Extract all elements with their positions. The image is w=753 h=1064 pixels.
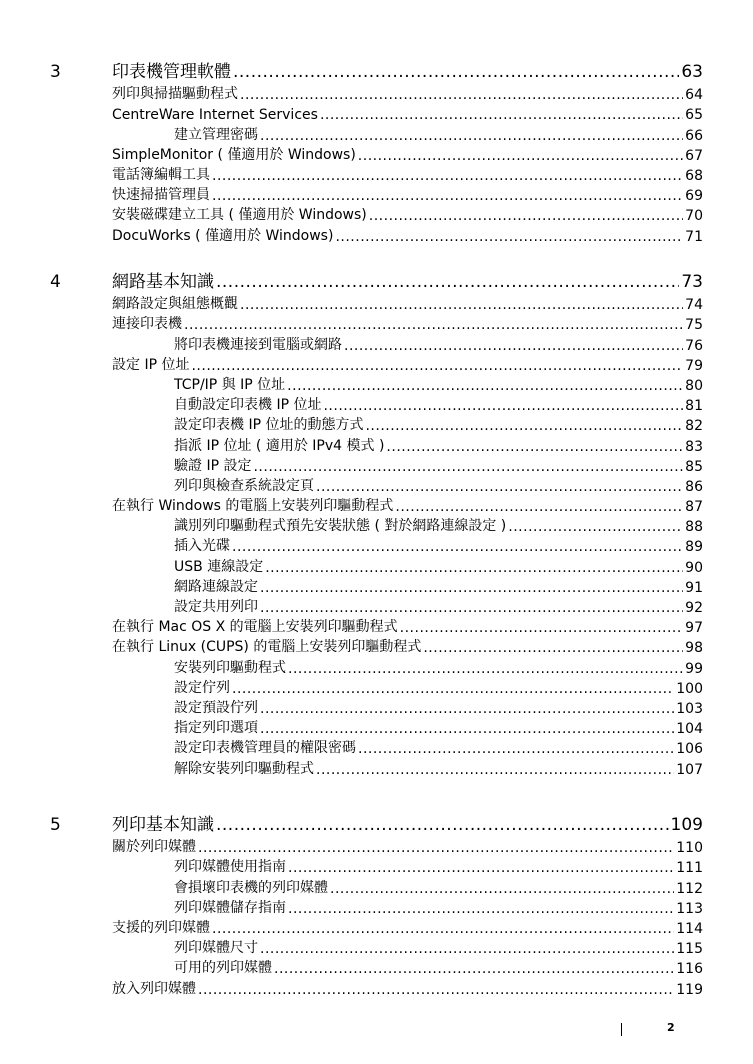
entry-page: 69 bbox=[685, 188, 703, 205]
leader-dots bbox=[260, 721, 674, 737]
leader-dots bbox=[260, 128, 683, 144]
entry-page: 66 bbox=[685, 127, 703, 144]
leader-dots bbox=[253, 459, 683, 475]
entry-page: 64 bbox=[685, 87, 703, 104]
toc-entry[interactable] bbox=[0, 738, 753, 758]
chapter-heading[interactable] bbox=[0, 60, 753, 84]
leader-dots bbox=[274, 961, 674, 977]
entry-title: 快速掃描管理員 bbox=[112, 187, 210, 204]
leader-dots bbox=[240, 87, 683, 103]
leader-dots bbox=[400, 620, 684, 636]
entry-title: 列印與檢查系統設定頁 bbox=[174, 477, 314, 494]
leader-dots bbox=[316, 762, 674, 778]
entry-title: SimpleMonitor ( 僅適用於 Windows) bbox=[112, 146, 356, 163]
entry-page: 106 bbox=[676, 741, 703, 758]
leader-dots bbox=[240, 297, 683, 313]
entry-page: 80 bbox=[685, 377, 703, 394]
leader-dots bbox=[265, 560, 683, 576]
entry-title: 插入光碟 bbox=[174, 538, 230, 555]
entry-title: 在執行 Linux (CUPS) 的電腦上安裝列印驅動程式 bbox=[112, 639, 422, 656]
chapter-title: 印表機管理軟體 bbox=[112, 62, 231, 82]
toc-entry[interactable] bbox=[0, 476, 753, 496]
entry-page: 65 bbox=[685, 107, 703, 124]
chapter-number: 3 bbox=[50, 62, 61, 82]
entry-title: 電話簿編輯工具 bbox=[112, 166, 210, 183]
entry-page: 70 bbox=[685, 208, 703, 225]
footer-page-number: 2 bbox=[667, 1021, 675, 1034]
toc-entry[interactable] bbox=[0, 678, 753, 698]
entry-page: 86 bbox=[685, 478, 703, 495]
entry-page: 85 bbox=[685, 458, 703, 475]
toc-entry[interactable] bbox=[0, 898, 753, 918]
leader-dots bbox=[344, 338, 683, 354]
toc-entry[interactable] bbox=[0, 104, 753, 124]
entry-page: 71 bbox=[685, 228, 703, 245]
entry-page: 68 bbox=[685, 167, 703, 184]
entry-title: 設定 IP 位址 bbox=[112, 356, 190, 373]
toc-entry[interactable] bbox=[0, 395, 753, 415]
entry-page: 119 bbox=[676, 981, 703, 998]
toc-entry[interactable] bbox=[0, 84, 753, 104]
entry-page: 87 bbox=[685, 499, 703, 516]
toc-entry[interactable] bbox=[0, 617, 753, 637]
entry-page: 83 bbox=[685, 438, 703, 455]
entry-title: 設定印表機 IP 位址的動態方式 bbox=[174, 417, 364, 434]
leader-dots bbox=[233, 62, 679, 82]
entry-page: 99 bbox=[685, 660, 703, 677]
toc-entry[interactable] bbox=[0, 225, 753, 245]
chapter-5 bbox=[0, 813, 753, 999]
toc-entry[interactable] bbox=[0, 145, 753, 165]
entry-page: 67 bbox=[685, 147, 703, 164]
toc-entry[interactable] bbox=[0, 857, 753, 877]
entry-page: 114 bbox=[676, 920, 703, 937]
toc-entry[interactable] bbox=[0, 496, 753, 516]
leader-dots bbox=[232, 539, 683, 555]
entry-title: 可用的列印媒體 bbox=[174, 960, 272, 977]
leader-dots bbox=[358, 148, 683, 164]
leader-dots bbox=[330, 881, 674, 897]
chapter-page: 109 bbox=[670, 815, 703, 835]
footer-divider bbox=[621, 1023, 622, 1036]
leader-dots bbox=[212, 168, 683, 184]
toc-entry[interactable] bbox=[0, 205, 753, 225]
leader-dots bbox=[198, 840, 674, 856]
leader-dots bbox=[287, 378, 683, 394]
entry-page: 92 bbox=[685, 600, 703, 616]
entry-title: USB 連線設定 bbox=[174, 558, 264, 575]
leader-dots bbox=[386, 439, 683, 455]
toc-entry[interactable] bbox=[0, 698, 753, 718]
toc-entry[interactable] bbox=[0, 938, 753, 958]
leader-dots bbox=[191, 358, 683, 374]
toc-entry[interactable] bbox=[0, 435, 753, 455]
chapter-number: 5 bbox=[50, 815, 61, 835]
entry-title: 指派 IP 位址 ( 適用於 IPv4 模式 ) bbox=[174, 437, 385, 454]
leader-dots bbox=[369, 208, 683, 224]
toc-entry[interactable] bbox=[0, 165, 753, 185]
leader-dots bbox=[216, 272, 679, 292]
toc-entry[interactable] bbox=[0, 758, 753, 778]
entry-title: 網路設定與組態概觀 bbox=[112, 296, 238, 313]
leader-dots bbox=[288, 860, 674, 876]
toc-entry[interactable] bbox=[0, 637, 753, 657]
entry-page: 113 bbox=[676, 900, 703, 917]
leader-dots bbox=[260, 600, 683, 616]
leader-dots bbox=[212, 188, 683, 204]
toc-entry[interactable] bbox=[0, 124, 753, 144]
toc-entry[interactable] bbox=[0, 314, 753, 334]
entry-title: 安裝列印驅動程式 bbox=[174, 659, 286, 676]
leader-dots bbox=[198, 982, 674, 998]
toc-entry[interactable] bbox=[0, 355, 753, 375]
toc-entry[interactable] bbox=[0, 556, 753, 576]
entry-title: 支援的列印媒體 bbox=[112, 919, 210, 936]
chapter-heading[interactable] bbox=[0, 270, 753, 294]
toc-entry[interactable] bbox=[0, 877, 753, 897]
toc-entry[interactable] bbox=[0, 918, 753, 938]
chapter-title: 列印基本知識 bbox=[112, 815, 214, 835]
entry-page: 97 bbox=[685, 620, 703, 637]
entry-title: CentreWare Internet Services bbox=[112, 107, 318, 124]
entry-title: 列印媒體尺寸 bbox=[174, 940, 258, 957]
entry-title: 設定共用列印 bbox=[174, 599, 258, 615]
leader-dots bbox=[260, 941, 674, 957]
entry-page: 110 bbox=[676, 840, 703, 857]
entry-page: 103 bbox=[676, 700, 703, 717]
leader-dots bbox=[288, 661, 683, 677]
entry-page: 81 bbox=[685, 398, 703, 415]
leader-dots bbox=[260, 580, 683, 596]
leader-dots bbox=[365, 418, 683, 434]
entry-title: 設定佇列 bbox=[174, 679, 230, 696]
entry-page: 76 bbox=[685, 337, 703, 354]
entry-title: 列印媒體儲存指南 bbox=[174, 899, 286, 916]
entry-page: 74 bbox=[685, 297, 703, 314]
entry-title: 會損壞印表機的列印媒體 bbox=[174, 879, 328, 896]
entry-title: 設定印表機管理員的權限密碼 bbox=[174, 740, 356, 757]
entry-title: 自動設定印表機 IP 位址 bbox=[174, 397, 322, 414]
toc-entry[interactable] bbox=[0, 516, 753, 536]
leader-dots bbox=[316, 479, 683, 495]
entry-page: 88 bbox=[685, 519, 703, 536]
entry-title: 設定預設佇列 bbox=[174, 699, 258, 716]
entry-title: 解除安裝列印驅動程式 bbox=[174, 760, 314, 777]
chapter-3 bbox=[0, 60, 753, 246]
toc-entry[interactable] bbox=[0, 657, 753, 677]
leader-dots bbox=[395, 499, 683, 515]
entry-title: 驗證 IP 設定 bbox=[174, 457, 252, 474]
chapter-heading[interactable] bbox=[0, 813, 753, 837]
entry-page: 104 bbox=[676, 721, 703, 738]
entry-title: 安裝磁碟建立工具 ( 僅適用於 Windows) bbox=[112, 207, 367, 224]
chapter-title: 網路基本知識 bbox=[112, 272, 214, 292]
entry-title: TCP/IP 與 IP 位址 bbox=[174, 376, 286, 393]
toc-entry[interactable] bbox=[0, 334, 753, 354]
toc-entry[interactable] bbox=[0, 185, 753, 205]
entry-page: 107 bbox=[676, 761, 703, 778]
chapter-page: 73 bbox=[681, 272, 703, 292]
entry-title: DocuWorks ( 僅適用於 Windows) bbox=[112, 227, 334, 244]
entry-page: 82 bbox=[685, 418, 703, 435]
entry-page: 89 bbox=[685, 539, 703, 556]
entry-title: 網路連線設定 bbox=[174, 578, 258, 595]
entry-title: 將印表機連接到電腦或網路 bbox=[174, 336, 342, 353]
leader-dots bbox=[232, 681, 674, 697]
entry-title: 關於列印媒體 bbox=[112, 839, 196, 856]
chapter-4 bbox=[0, 270, 753, 779]
leader-dots bbox=[508, 519, 683, 535]
entry-title: 連接印表機 bbox=[112, 316, 182, 333]
entry-page: 98 bbox=[685, 640, 703, 657]
toc-entry[interactable] bbox=[0, 597, 753, 617]
entry-page: 112 bbox=[676, 880, 703, 897]
entry-title: 識別列印驅動程式預先安裝狀態 ( 對於網路連線設定 ) bbox=[174, 518, 507, 535]
leader-dots bbox=[216, 815, 669, 835]
entry-title: 在執行 Windows 的電腦上安裝列印驅動程式 bbox=[112, 498, 394, 515]
entry-title: 在執行 Mac OS X 的電腦上安裝列印驅動程式 bbox=[112, 619, 398, 636]
leader-dots bbox=[320, 107, 683, 123]
entry-title: 放入列印媒體 bbox=[112, 980, 196, 997]
toc-entry[interactable] bbox=[0, 294, 753, 314]
toc-entry[interactable] bbox=[0, 536, 753, 556]
chapter-number: 4 bbox=[50, 272, 61, 292]
leader-dots bbox=[323, 398, 683, 414]
entry-page: 90 bbox=[685, 559, 703, 576]
entry-page: 116 bbox=[676, 961, 703, 978]
toc-entry[interactable] bbox=[0, 375, 753, 395]
chapter-page: 63 bbox=[681, 62, 703, 82]
toc-entry[interactable] bbox=[0, 837, 753, 857]
entry-title: 建立管理密碼 bbox=[174, 126, 258, 143]
entry-page: 75 bbox=[685, 317, 703, 334]
entry-title: 指定列印選項 bbox=[174, 720, 258, 737]
toc-entry[interactable] bbox=[0, 577, 753, 597]
leader-dots bbox=[335, 229, 683, 245]
leader-dots bbox=[423, 640, 683, 656]
leader-dots bbox=[288, 901, 674, 917]
entry-title: 列印與掃描驅動程式 bbox=[112, 86, 238, 103]
toc-entry[interactable] bbox=[0, 958, 753, 978]
toc-entry[interactable] bbox=[0, 415, 753, 435]
toc-entry[interactable] bbox=[0, 456, 753, 476]
leader-dots bbox=[212, 921, 674, 937]
entry-page: 91 bbox=[685, 579, 703, 596]
leader-dots bbox=[260, 701, 674, 717]
toc-entry[interactable] bbox=[0, 978, 753, 998]
entry-page: 79 bbox=[685, 357, 703, 374]
leader-dots bbox=[184, 317, 683, 333]
entry-page: 111 bbox=[676, 860, 703, 877]
toc-entry[interactable] bbox=[0, 718, 753, 738]
entry-page: 100 bbox=[676, 680, 703, 697]
leader-dots bbox=[358, 741, 674, 757]
entry-page: 115 bbox=[676, 941, 703, 958]
entry-title: 列印媒體使用指南 bbox=[174, 859, 286, 876]
